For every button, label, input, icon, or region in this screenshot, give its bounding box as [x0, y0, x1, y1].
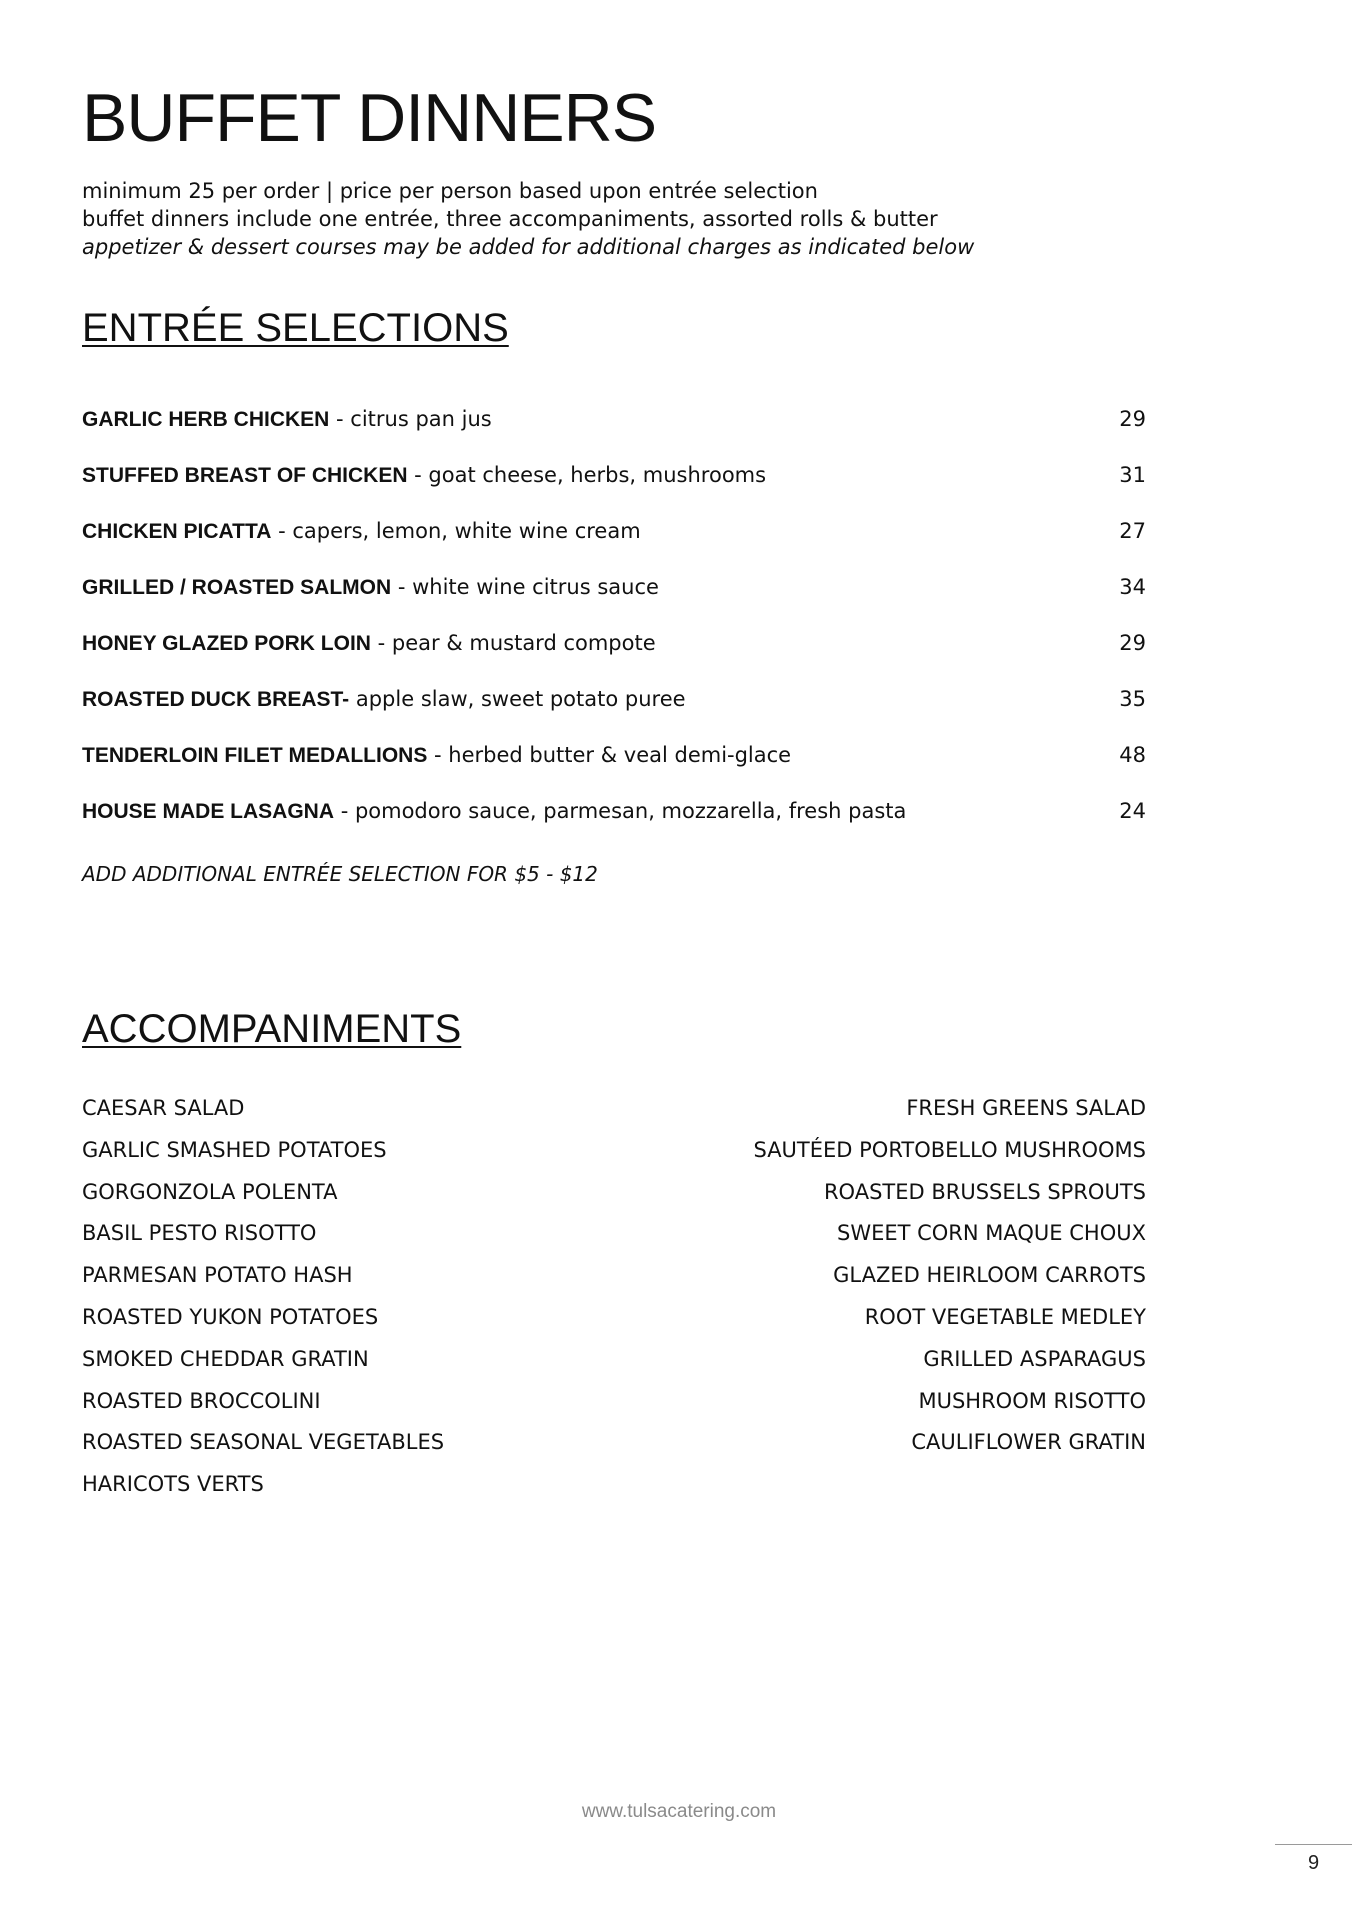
- accompaniment-item: ROASTED SEASONAL VEGETABLES: [82, 1430, 445, 1455]
- entree-item: [82, 503, 1146, 559]
- accompaniment-item: ROASTED YUKON POTATOES: [82, 1304, 379, 1329]
- accompaniment-item: ROASTED BRUSSELS SPROUTS: [823, 1179, 1146, 1204]
- entree-price: 48: [1119, 743, 1146, 767]
- accompaniment-item: ROOT VEGETABLE MEDLEY: [864, 1304, 1146, 1329]
- entree-name: STUFFED BREAST OF CHICKEN: [82, 463, 408, 487]
- entree-item: [82, 783, 1146, 839]
- entree-price: 29: [1119, 631, 1146, 655]
- entree-price: 27: [1119, 519, 1146, 543]
- accompaniment-item: SWEET CORN MAQUE CHOUX: [836, 1221, 1146, 1246]
- intro-block: [82, 177, 974, 261]
- entree-item: [82, 559, 1146, 615]
- entree-description: - white wine citrus sauce: [391, 574, 659, 599]
- accompaniment-item: SAUTÉED PORTOBELLO MUSHROOMS: [753, 1137, 1146, 1162]
- entree-item: [82, 671, 1146, 727]
- accompaniment-item: CAULIFLOWER GRATIN: [911, 1430, 1146, 1455]
- intro-line-includes: buffet dinners include one entrée, three accompaniments, assorted rolls & butter: [82, 207, 938, 231]
- page-title: BUFFET DINNERS: [82, 80, 657, 156]
- footer-website-url: www.tulsacatering.com: [581, 1801, 777, 1822]
- entree-name: TENDERLOIN FILET MEDALLIONS: [82, 743, 428, 767]
- entree-item: [82, 447, 1146, 503]
- additional-entree-note: ADD ADDITIONAL ENTRÉE SELECTION FOR $5 - $12: [82, 862, 598, 886]
- accompaniment-item: SMOKED CHEDDAR GRATIN: [82, 1346, 369, 1371]
- accompaniment-item: GLAZED HEIRLOOM CARROTS: [833, 1263, 1146, 1288]
- accompaniment-item: GORGONZOLA POLENTA: [82, 1179, 338, 1204]
- entree-name: CHICKEN PICATTA: [82, 519, 272, 543]
- entree-description: - capers, lemon, white wine cream: [271, 518, 641, 543]
- page-number-divider: [1275, 1844, 1352, 1845]
- entree-description: - herbed butter & veal demi-glace: [427, 742, 792, 767]
- entree-price: 29: [1119, 407, 1146, 431]
- entree-description: - pear & mustard compote: [370, 630, 656, 655]
- entree-list: [82, 391, 1146, 839]
- accompaniment-item: MUSHROOM RISOTTO: [918, 1388, 1146, 1413]
- page-number: 9: [1307, 1852, 1320, 1874]
- entree-name: GARLIC HERB CHICKEN: [82, 407, 330, 431]
- entree-price: 31: [1119, 463, 1146, 487]
- accompaniment-item: GRILLED ASPARAGUS: [923, 1346, 1146, 1371]
- accompaniment-item: ROASTED BROCCOLINI: [82, 1388, 321, 1413]
- entree-item: [82, 391, 1146, 447]
- intro-line-additional: appetizer & dessert courses may be added for additional charges as indicated below: [82, 235, 975, 259]
- entree-price: 35: [1119, 687, 1146, 711]
- entree-price: 24: [1119, 799, 1146, 823]
- accompaniment-item: CAESAR SALAD: [82, 1096, 245, 1120]
- accompaniment-item: HARICOTS VERTS: [82, 1472, 264, 1497]
- entree-description: - pomodoro sauce, parmesan, mozzarella, fresh pasta: [334, 798, 907, 823]
- entree-name: ROASTED DUCK BREAST-: [82, 687, 350, 711]
- entree-name: HONEY GLAZED PORK LOIN: [82, 631, 371, 655]
- entree-item: [82, 615, 1146, 671]
- intro-line-minimum: minimum 25 per order | price per person based upon entrée selection: [82, 179, 818, 203]
- entree-section-heading: ENTRÉE SELECTIONS: [82, 306, 509, 350]
- entree-item: [82, 727, 1146, 783]
- accompaniment-item: GARLIC SMASHED POTATOES: [82, 1137, 387, 1162]
- entree-name: HOUSE MADE LASAGNA: [82, 799, 335, 823]
- accompaniments-left-column: [82, 1088, 444, 1506]
- entree-description: - goat cheese, herbs, mushrooms: [407, 462, 767, 487]
- accompaniments-section-heading: ACCOMPANIMENTS: [82, 1007, 462, 1051]
- entree-description: - citrus pan jus: [329, 406, 492, 431]
- accompaniment-item: BASIL PESTO RISOTTO: [82, 1221, 317, 1246]
- accompaniments-right-column: [753, 1088, 1146, 1464]
- entree-price: 34: [1119, 575, 1146, 599]
- accompaniment-item: PARMESAN POTATO HASH: [82, 1263, 353, 1288]
- accompaniment-item: FRESH GREENS SALAD: [906, 1096, 1146, 1120]
- entree-name: GRILLED / ROASTED SALMON: [82, 575, 392, 599]
- entree-description: apple slaw, sweet potato puree: [349, 686, 686, 711]
